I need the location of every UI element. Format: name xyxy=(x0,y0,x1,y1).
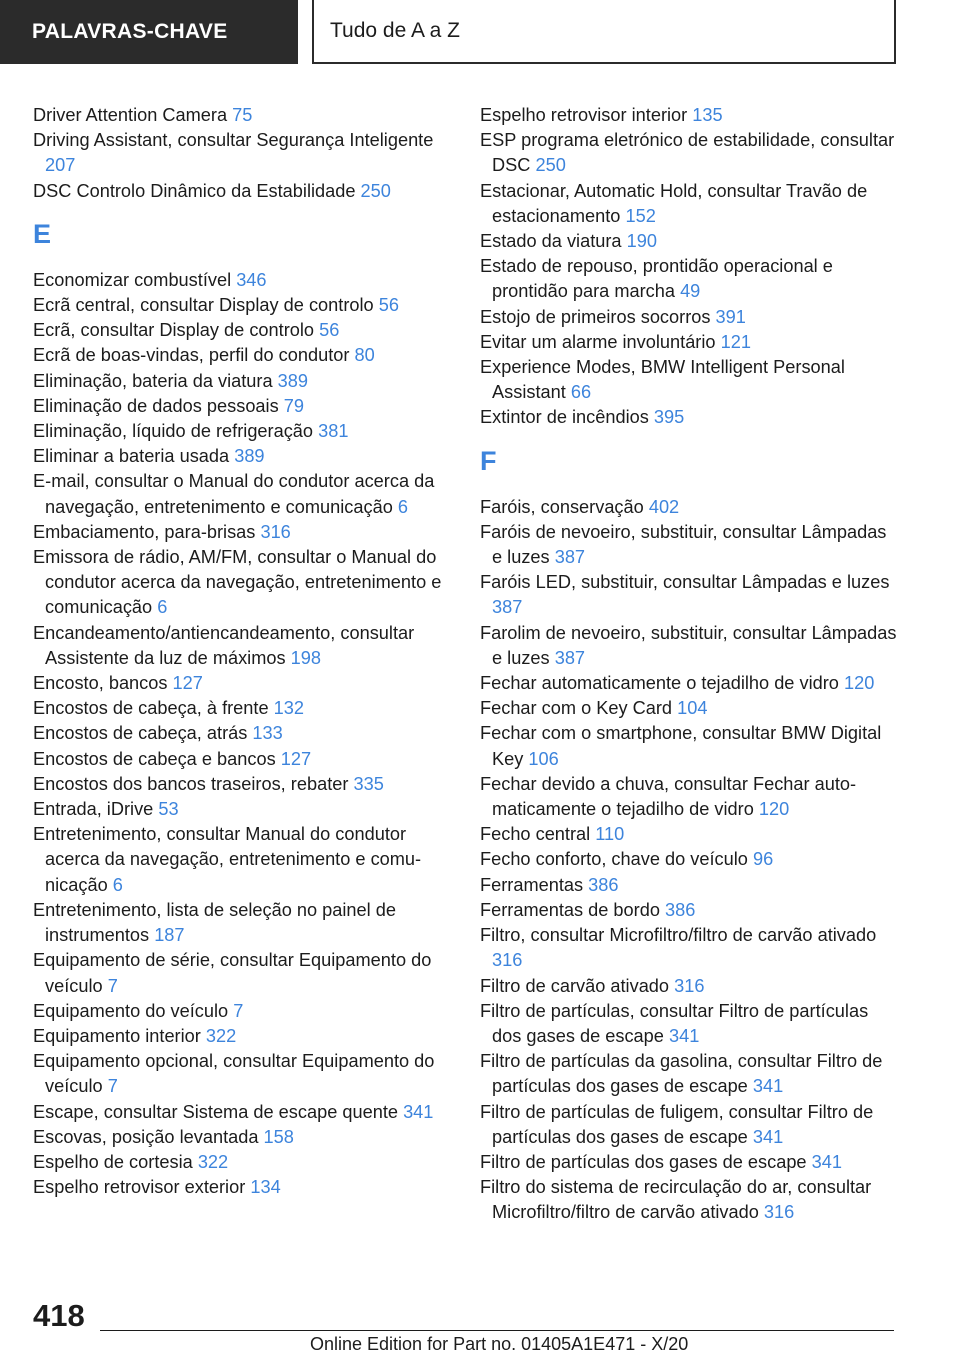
page-reference-link[interactable]: 190 xyxy=(626,231,657,252)
index-entry-term: Filtro de carvão ativado xyxy=(480,975,670,996)
page-reference-link[interactable]: 49 xyxy=(680,281,701,302)
page-reference-link[interactable]: 106 xyxy=(528,748,559,769)
index-entry-term: Fecho central xyxy=(480,824,591,845)
index-entry-term: Faróis de nevoeiro, substituir, consultar Lâmpadas e luzes xyxy=(480,521,887,568)
page-reference-link[interactable]: 53 xyxy=(158,799,179,820)
page-reference-link[interactable]: 341 xyxy=(403,1101,434,1122)
index-entry-term: Ecrã de boas-vindas, perfil do condutor xyxy=(33,345,350,366)
index-entry xyxy=(33,747,453,772)
page-reference-link[interactable]: 387 xyxy=(554,547,586,568)
index-entry-term: Ecrã central, consultar Display de controlo xyxy=(33,295,374,316)
index-entry xyxy=(33,621,453,671)
index-entry xyxy=(33,293,453,318)
index-entry-term: Filtro de partículas dos gases de escape xyxy=(480,1151,807,1172)
index-entry xyxy=(480,923,900,973)
index-entry xyxy=(480,873,900,898)
index-entry xyxy=(480,999,900,1049)
page-reference-link[interactable]: 121 xyxy=(720,331,751,352)
index-entry xyxy=(480,671,900,696)
index-entry xyxy=(33,1175,453,1200)
page-reference-link[interactable]: 80 xyxy=(354,345,375,366)
index-entry xyxy=(480,570,900,620)
index-entry xyxy=(480,822,900,847)
page-reference-link[interactable]: 7 xyxy=(107,1076,118,1097)
page-reference-link[interactable]: 387 xyxy=(554,647,586,668)
index-column-right xyxy=(480,103,900,1226)
index-entry xyxy=(480,128,900,178)
index-entry xyxy=(33,822,453,898)
index-entry xyxy=(33,520,453,545)
index-entry-term: Embaciamento, para-brisas xyxy=(33,521,256,542)
page-reference-link[interactable]: 79 xyxy=(283,395,304,416)
page-reference-link[interactable]: 207 xyxy=(45,155,76,176)
index-entry-term: Evitar um alarme involuntário xyxy=(480,331,716,352)
page-reference-link[interactable]: 316 xyxy=(492,950,523,971)
index-entry xyxy=(33,797,453,822)
index-entry xyxy=(480,330,900,355)
index-entry-term: Entrada, iDrive xyxy=(33,799,154,820)
index-entry-term: Encostos de cabeça e bancos xyxy=(33,748,276,769)
index-entry-term: Fechar com o smartphone, consultar BMW Digital Key xyxy=(480,723,882,769)
page-reference-link[interactable]: 120 xyxy=(843,673,875,694)
page-reference-link[interactable]: 56 xyxy=(319,320,340,341)
index-entry-term: Espelho retrovisor exterior xyxy=(33,1177,246,1198)
index-entry xyxy=(480,772,900,822)
page-reference-link[interactable]: 322 xyxy=(205,1025,237,1046)
index-entry-term: Encostos de cabeça, à frente xyxy=(33,698,269,719)
index-entry-term: Estado de repouso, prontidão operacional e prontidão para marcha xyxy=(480,256,833,302)
index-entry-term: Espelho de cortesia xyxy=(33,1151,193,1172)
index-entry xyxy=(480,405,900,430)
page-reference-link[interactable]: 6 xyxy=(157,597,168,618)
index-entry xyxy=(480,847,900,872)
edition-note: Online Edition for Part no. 01405A1E471 - X/20 xyxy=(310,1334,689,1354)
page-reference-link[interactable]: 6 xyxy=(112,874,123,895)
page-reference-link[interactable]: 341 xyxy=(668,1025,700,1046)
index-entry-term: Faróis, conservação xyxy=(480,496,644,517)
index-entry xyxy=(480,974,900,999)
index-entry xyxy=(33,394,453,419)
index-entry-term: Equipamento de série, consultar Equipamento do veículo xyxy=(33,950,432,996)
index-entry-term: Fecho conforto, chave do veículo xyxy=(480,849,748,870)
index-entry-term: Filtro do sistema de recirculação do ar, consultar Microfiltro/filtro de carvão ativado xyxy=(480,1177,872,1223)
page-reference-link[interactable]: 250 xyxy=(360,180,391,201)
page-reference-link[interactable]: 134 xyxy=(250,1177,281,1198)
page-reference-link[interactable]: 316 xyxy=(260,521,291,542)
index-entry-term: Extintor de incêndios xyxy=(480,407,649,428)
index-entry-term: Economizar combustível xyxy=(33,269,232,290)
index-entry-term: Driving Assistant, consultar Segurança Inteligente xyxy=(33,130,434,151)
index-entry-term: E-mail, consultar o Manual do condutor acerca da navegação, entretenimento e comunicação xyxy=(33,471,435,517)
index-entry-term: Faróis LED, substituir, consultar Lâmpadas e luzes xyxy=(480,572,890,593)
page-reference-link[interactable]: 389 xyxy=(234,446,265,467)
index-entry xyxy=(480,520,900,570)
index-entry-term: Eliminação de dados pessoais xyxy=(33,395,279,416)
page-reference-link[interactable]: 198 xyxy=(290,647,322,668)
index-entry-term: Equipamento do veículo xyxy=(33,1000,229,1021)
page-reference-link[interactable]: 391 xyxy=(715,306,746,327)
index-entry-term: Eliminação, bateria da viatura xyxy=(33,370,273,391)
page-reference-link[interactable]: 402 xyxy=(648,496,680,517)
page-reference-link[interactable]: 346 xyxy=(236,269,267,290)
page-reference-link[interactable]: 120 xyxy=(758,799,790,820)
chapter-tab-label: Tudo de A a Z xyxy=(330,19,460,42)
page-reference-link[interactable]: 187 xyxy=(154,925,185,946)
index-entry-term: Entretenimento, lista de seleção no painel de instrumentos xyxy=(33,899,396,946)
index-entry-term: Experience Modes, BMW Intelligent Personal Assistant xyxy=(480,357,845,403)
index-entry-term: Encosto, bancos xyxy=(33,673,168,694)
index-entry-term: Escovas, posição levantada xyxy=(33,1126,259,1147)
index-entry xyxy=(33,1125,453,1150)
index-entry-term: Eliminação, líquido de refrigeração xyxy=(33,421,314,442)
page-reference-link[interactable]: 316 xyxy=(674,975,705,996)
header-bar xyxy=(0,0,960,66)
index-entry xyxy=(33,369,453,394)
page-reference-link[interactable]: 389 xyxy=(277,370,309,391)
page-reference-link[interactable]: 127 xyxy=(172,673,203,694)
page-reference-link[interactable]: 387 xyxy=(492,597,523,618)
index-entry xyxy=(33,999,453,1024)
index-entry-term: Estado da viatura xyxy=(480,231,622,252)
footer-divider xyxy=(100,1330,894,1331)
index-entry-term: Filtro, consultar Microfiltro/filtro de carvão ativado xyxy=(480,925,877,946)
page-reference-link[interactable]: 75 xyxy=(232,105,253,125)
index-entry xyxy=(33,671,453,696)
index-entry-term: DSC Controlo Dinâmico da Estabilidade xyxy=(33,180,356,201)
index-entry xyxy=(480,1100,900,1150)
page-reference-link[interactable]: 386 xyxy=(665,899,696,920)
index-entry-term: Estojo de primeiros socorros xyxy=(480,306,711,327)
page-reference-link[interactable]: 132 xyxy=(273,698,304,719)
index-entry xyxy=(33,444,453,469)
index-letter-heading: F xyxy=(480,445,497,476)
index-entry-term: Encandeamento/antiencandeamento, consultar Assistente da luz de máximos xyxy=(33,622,415,668)
index-entry xyxy=(33,1024,453,1049)
index-entry-term: Encostos dos bancos traseiros, rebater xyxy=(33,773,349,794)
index-entry xyxy=(480,179,900,229)
index-entry-term: Filtro de partículas, consultar Filtro de partículas dos gases de escape xyxy=(480,1000,869,1046)
index-entry xyxy=(480,1049,900,1099)
index-entry-term: Filtro de partículas de fuligem, consultar Filtro de partículas dos gases de escape xyxy=(480,1101,874,1147)
index-entry xyxy=(480,305,900,330)
page-reference-link[interactable]: 158 xyxy=(263,1126,294,1147)
page-number: 418 xyxy=(33,1298,85,1333)
index-entry xyxy=(480,254,900,304)
page-reference-link[interactable]: 7 xyxy=(107,975,118,996)
index-entry xyxy=(33,545,453,621)
page-reference-link[interactable]: 135 xyxy=(692,105,723,125)
index-entry xyxy=(33,721,453,746)
index-entry-term: Filtro de partículas da gasolina, consultar Filtro de partículas dos gases de escape xyxy=(480,1051,883,1097)
index-entry xyxy=(33,469,453,519)
index-entry xyxy=(33,268,453,293)
index-entry-term: Escape, consultar Sistema de escape quente xyxy=(33,1101,398,1122)
page-reference-link[interactable]: 386 xyxy=(588,874,619,895)
page-reference-link[interactable]: 152 xyxy=(625,205,656,226)
index-entry xyxy=(480,1175,900,1225)
index-entry xyxy=(33,419,453,444)
index-entry xyxy=(33,1049,453,1099)
index-entry xyxy=(480,495,900,520)
page-reference-link[interactable]: 341 xyxy=(811,1151,842,1172)
section-tab[interactable] xyxy=(0,0,298,64)
page-reference-link[interactable]: 104 xyxy=(677,698,708,719)
index-entry-term: Entretenimento, consultar Manual do condutor acerca da navegação, entretenimento e comunicação xyxy=(33,824,422,895)
index-entry-term: Equipamento interior xyxy=(33,1025,201,1046)
page-reference-link[interactable]: 322 xyxy=(197,1151,229,1172)
page-reference-link[interactable]: 341 xyxy=(752,1076,784,1097)
page-reference-link[interactable]: 250 xyxy=(535,155,566,176)
index-entry xyxy=(33,772,453,797)
index-entry-term: Ferramentas xyxy=(480,874,584,895)
page-reference-link[interactable]: 127 xyxy=(280,748,312,769)
index-entry-term: Eliminar a bateria usada xyxy=(33,446,230,467)
index-entry xyxy=(480,229,900,254)
page-reference-link[interactable]: 341 xyxy=(752,1126,784,1147)
index-entry xyxy=(33,318,453,343)
index-entry xyxy=(33,343,453,368)
index-entry xyxy=(33,103,453,128)
index-letter-heading: E xyxy=(33,218,52,249)
index-entry-term: Ferramentas de bordo xyxy=(480,899,660,920)
index-entry-term: Estacionar, Automatic Hold, consultar Travão de estacionamento xyxy=(480,180,868,226)
page-reference-link[interactable]: 395 xyxy=(653,407,685,428)
index-entry xyxy=(33,948,453,998)
index-entry xyxy=(480,103,900,128)
index-entry xyxy=(33,1100,453,1125)
index-entry xyxy=(33,898,453,948)
page-reference-link[interactable]: 6 xyxy=(397,496,408,517)
index-entry xyxy=(480,1150,900,1175)
index-entry xyxy=(480,621,900,671)
index-entry-term: Encostos de cabeça, atrás xyxy=(33,723,248,744)
section-tab-label: PALAVRAS-CHAVE xyxy=(32,20,228,43)
index-entry xyxy=(480,898,900,923)
index-entry xyxy=(480,721,900,771)
page-reference-link[interactable]: 110 xyxy=(595,824,625,845)
page-reference-link[interactable]: 66 xyxy=(570,382,592,403)
page-reference-link[interactable]: 133 xyxy=(252,723,283,744)
index-entry-term: ESP programa eletrónico de estabilidade, consultar DSC xyxy=(480,130,895,176)
index-entry-term: Fechar com o Key Card xyxy=(480,698,673,719)
page-reference-link[interactable]: 381 xyxy=(318,421,349,442)
page-reference-link[interactable]: 7 xyxy=(233,1000,244,1021)
index-entry xyxy=(480,355,900,405)
page-reference-link[interactable]: 335 xyxy=(353,773,384,794)
page-reference-link[interactable]: 96 xyxy=(752,849,774,870)
index-entry xyxy=(33,1150,453,1175)
chapter-tab[interactable] xyxy=(312,0,896,64)
page-reference-link[interactable]: 316 xyxy=(763,1202,795,1223)
index-entry-term: Fechar devido a chuva, consultar Fechar automaticamente o tejadilho de vidro xyxy=(480,773,857,820)
index-entry-term: Driver Attention Camera xyxy=(33,105,228,125)
index-entry xyxy=(480,696,900,721)
index-entry-term: Farolim de nevoeiro, substituir, consultar Lâmpadas e luzes xyxy=(480,622,897,668)
index-entry xyxy=(33,128,453,178)
index-entry xyxy=(33,696,453,721)
index-entry-term: Equipamento opcional, consultar Equipamento do veículo xyxy=(33,1051,435,1097)
index-column-left xyxy=(33,103,453,1200)
index-entry xyxy=(33,179,453,204)
index-entry-term: Ecrã, consultar Display de controlo xyxy=(33,320,315,341)
index-entry-term: Espelho retrovisor interior xyxy=(480,105,688,125)
index-entry-term: Fechar automaticamente o tejadilho de vidro xyxy=(480,673,839,694)
index-entry-term: Emissora de rádio, AM/FM, consultar o Manual do condutor acerca da navegação, entretenimento e comunicação xyxy=(33,547,442,618)
page-reference-link[interactable]: 56 xyxy=(378,295,399,316)
